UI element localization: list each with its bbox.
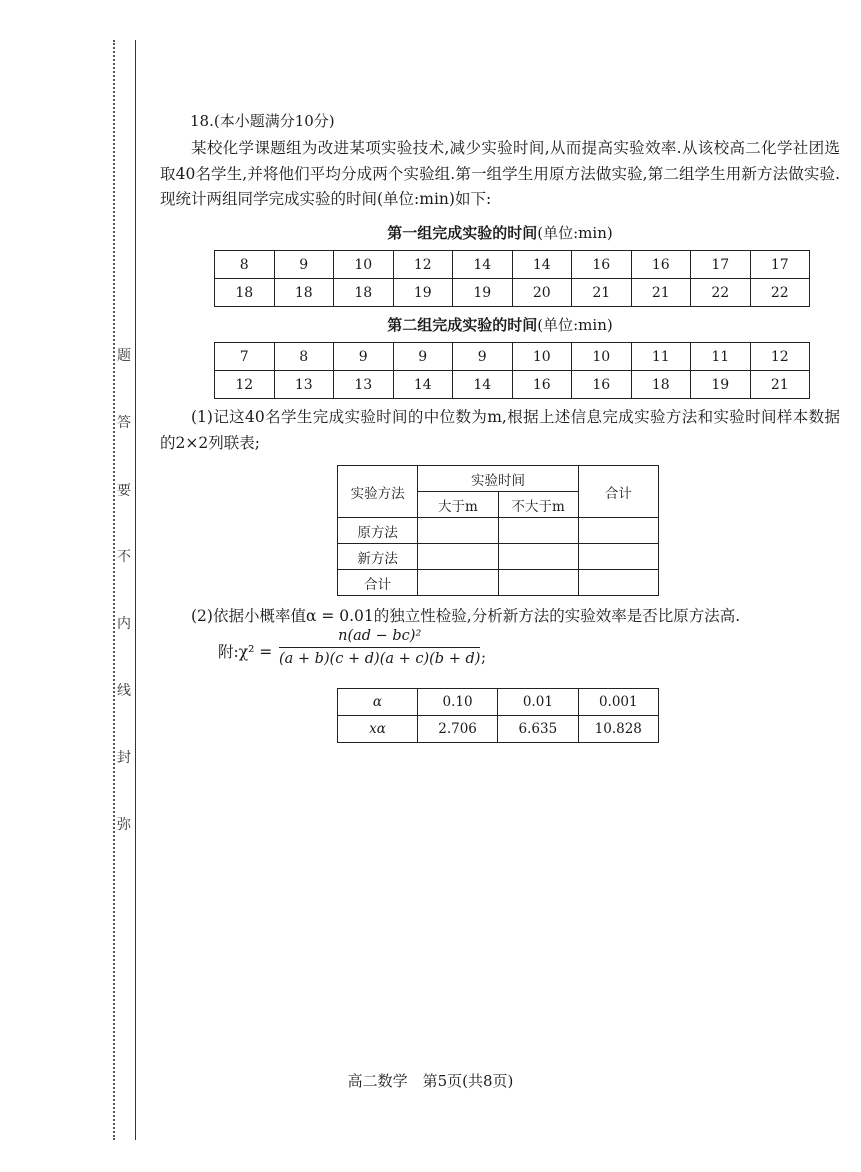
table-row xyxy=(215,279,810,307)
margin-char: 答 xyxy=(117,415,131,431)
formula-numerator: n(ad − bc)² xyxy=(279,625,480,648)
table-cell: 6.635 xyxy=(498,716,578,743)
table-cell: 14 xyxy=(453,371,513,399)
critical-values-table xyxy=(337,688,659,743)
answer-cell[interactable] xyxy=(498,570,578,596)
margin-warning-text xyxy=(115,330,133,850)
table-cell: 22 xyxy=(750,279,810,307)
table-cell: 12 xyxy=(750,343,810,371)
table-cell: 9 xyxy=(453,343,513,371)
table-cell: 16 xyxy=(631,251,691,279)
answer-cell[interactable] xyxy=(578,570,658,596)
table-cell: 11 xyxy=(691,343,751,371)
table-cell: 18 xyxy=(215,279,275,307)
table-cell: 14 xyxy=(512,251,572,279)
table-cell: 22 xyxy=(691,279,751,307)
greater-than-m-header: 大于m xyxy=(418,492,498,518)
table-cell: 18 xyxy=(334,279,394,307)
table-cell: 21 xyxy=(631,279,691,307)
table-cell: 12 xyxy=(215,371,275,399)
alpha-label: α xyxy=(338,689,418,716)
table-cell: 9 xyxy=(274,251,334,279)
group2-caption-title: 第二组完成实验的时间 xyxy=(387,316,538,334)
table-cell: 19 xyxy=(691,371,751,399)
table-cell: 19 xyxy=(453,279,513,307)
table-cell: 13 xyxy=(334,371,394,399)
x-alpha-label: xα xyxy=(338,716,418,743)
table-cell: 0.001 xyxy=(578,689,658,716)
appendix-label: 附:χ² = xyxy=(218,643,273,661)
table-cell: 14 xyxy=(393,371,453,399)
margin-char: 要 xyxy=(117,483,131,499)
table-cell: 16 xyxy=(512,371,572,399)
table-cell: 8 xyxy=(274,343,334,371)
row-label: 新方法 xyxy=(338,544,418,570)
question-intro: 某校化学课题组为改进某项实验技术,减少实验时间,从而提高实验效率.从该校高二化学社团选取40名学生,并将他们平均分成两个实验组.第一组学生用原方法做实验,第二组学生用新方法做实验.现统计两组同学完成实验的时间(单位:min)如下: xyxy=(160,139,840,208)
table-cell: 18 xyxy=(631,371,691,399)
table-cell: 13 xyxy=(274,371,334,399)
table-cell: 0.10 xyxy=(417,689,497,716)
formula-denominator: (a + b)(c + d)(a + c)(b + d) xyxy=(279,651,481,667)
margin-char: 线 xyxy=(117,683,131,699)
table-row xyxy=(215,343,810,371)
answer-cell[interactable] xyxy=(498,518,578,544)
table-row xyxy=(338,466,659,492)
row-label: 合计 xyxy=(338,570,418,596)
margin-char: 弥 xyxy=(117,817,131,833)
margin-char: 封 xyxy=(117,750,131,766)
table-cell: 20 xyxy=(512,279,572,307)
table-row xyxy=(338,544,659,570)
group1-caption-title: 第一组完成实验的时间 xyxy=(387,224,538,242)
table-row xyxy=(338,716,659,743)
table-cell: 14 xyxy=(453,251,513,279)
table-row xyxy=(338,518,659,544)
contingency-table xyxy=(337,465,659,596)
solid-margin-line xyxy=(135,40,136,1140)
table-cell: 9 xyxy=(334,343,394,371)
total-header: 合计 xyxy=(578,466,658,518)
table-row xyxy=(215,251,810,279)
table-cell: 17 xyxy=(691,251,751,279)
group2-caption-unit: (单位:min) xyxy=(537,316,613,334)
part1-text: (1)记这40名学生完成实验时间的中位数为m,根据上述信息完成实验方法和实验时间样本数据的2×2列联表; xyxy=(160,408,840,452)
answer-cell[interactable] xyxy=(578,518,658,544)
answer-cell[interactable] xyxy=(578,544,658,570)
table-row xyxy=(338,689,659,716)
table-cell: 18 xyxy=(274,279,334,307)
table-row xyxy=(215,371,810,399)
page-footer: 高二数学 第5页(共8页) xyxy=(347,1072,514,1090)
table-cell: 16 xyxy=(572,251,632,279)
table-cell: 10 xyxy=(512,343,572,371)
table-row xyxy=(338,570,659,596)
table-cell: 10 xyxy=(334,251,394,279)
question-header: 18.(本小题满分10分) xyxy=(190,112,335,130)
table-cell: 19 xyxy=(393,279,453,307)
table-cell: 11 xyxy=(631,343,691,371)
answer-cell[interactable] xyxy=(418,570,498,596)
answer-cell[interactable] xyxy=(418,518,498,544)
table-cell: 12 xyxy=(393,251,453,279)
group1-caption-unit: (单位:min) xyxy=(537,224,613,242)
table-cell: 2.706 xyxy=(417,716,497,743)
part2-text: (2)依据小概率值α = 0.01的独立性检验,分析新方法的实验效率是否比原方法高. xyxy=(191,607,741,625)
group1-times-table xyxy=(214,250,810,307)
table-cell: 7 xyxy=(215,343,275,371)
row-label: 原方法 xyxy=(338,518,418,544)
method-header: 实验方法 xyxy=(338,466,418,518)
table-cell: 10.828 xyxy=(578,716,658,743)
table-cell: 21 xyxy=(750,371,810,399)
table-cell: 17 xyxy=(750,251,810,279)
answer-cell[interactable] xyxy=(418,544,498,570)
time-header: 实验时间 xyxy=(418,466,579,492)
table-cell: 21 xyxy=(572,279,632,307)
table-cell: 9 xyxy=(393,343,453,371)
answer-cell[interactable] xyxy=(498,544,578,570)
group2-times-table xyxy=(214,342,810,399)
chi-square-formula xyxy=(279,625,480,670)
formula-tail: ; xyxy=(481,648,487,666)
margin-char: 不 xyxy=(117,549,131,565)
table-cell: 8 xyxy=(215,251,275,279)
not-greater-than-m-header: 不大于m xyxy=(498,492,578,518)
group1-caption xyxy=(160,222,840,243)
table-cell: 16 xyxy=(572,371,632,399)
table-cell: 10 xyxy=(572,343,632,371)
margin-char: 题 xyxy=(117,348,131,364)
group2-caption xyxy=(160,314,840,335)
margin-char: 内 xyxy=(117,616,131,632)
table-cell: 0.01 xyxy=(498,689,578,716)
